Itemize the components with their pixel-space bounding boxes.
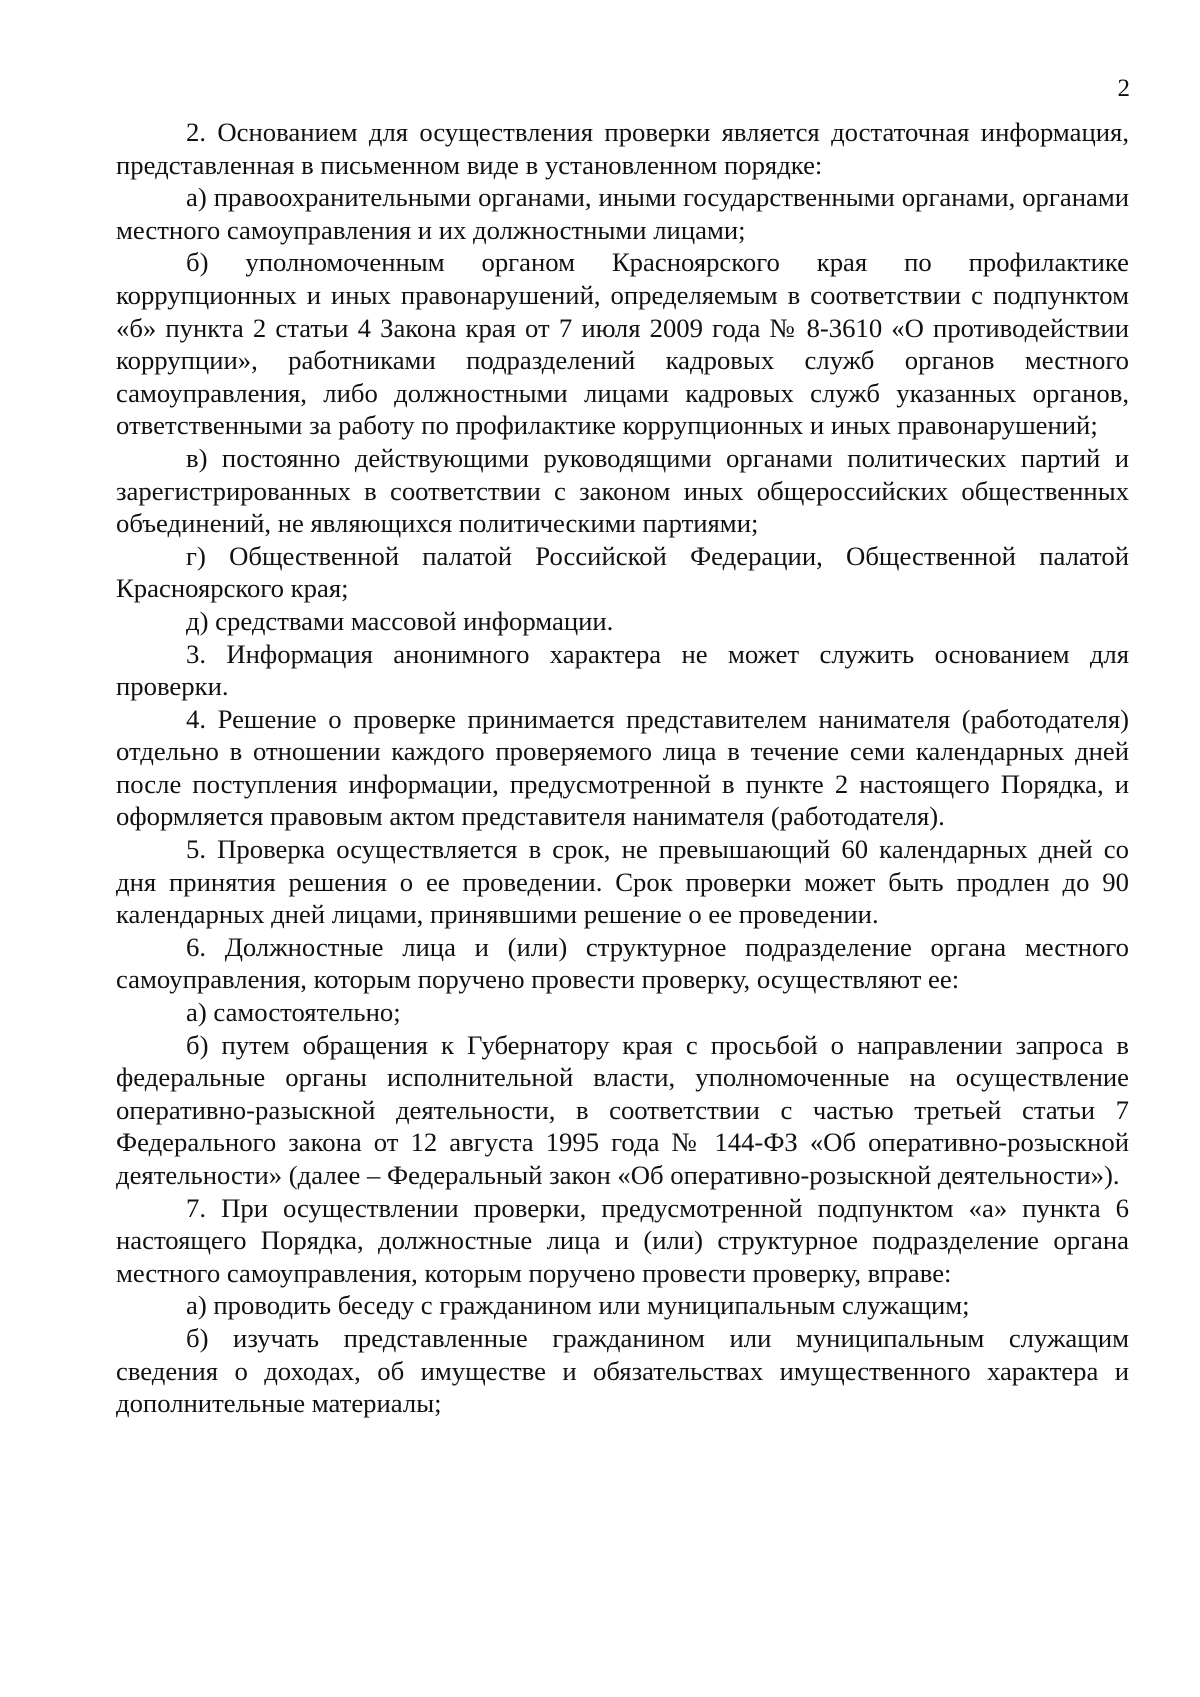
paragraph-2g: г) Общественной палатой Российской Федерации, Общественной палатой Красноярского края; <box>116 540 1129 604</box>
paragraph-7: 7. При осуществлении проверки, предусмотренной подпунктом «а» пункта 6 настоящего Порядка, должностные лица и (или) структурное подразделение органа местного самоуправления, которым поручено провести проверку, вправе: <box>116 1192 1129 1288</box>
paragraph-7a: а) проводить беседу с гражданином или муниципальным служащим; <box>186 1290 970 1321</box>
document-body <box>116 116 1129 1420</box>
paragraph-2-basis: 2. Основанием для осуществления проверки является достаточная информация, представленная в письменном виде в установленном порядке: <box>116 117 1129 180</box>
paragraph-4: 4. Решение о проверке принимается представителем нанимателя (работодателя) отдельно в отношении каждого проверяемого лица в течение семи календарных дней после поступления информации, предусмотренной в пункте 2 настоящего Порядка, и оформляется правовым актом представителя нанимателя (работодателя). <box>116 703 1129 832</box>
paragraph-3: 3. Информация анонимного характера не может служить основанием для проверки. <box>116 638 1129 702</box>
paragraph-6: 6. Должностные лица и (или) структурное подразделение органа местного самоуправления, которым поручено провести проверку, осуществляют ее: <box>116 931 1129 995</box>
paragraph-2b: б) уполномоченным органом Красноярского края по профилактике коррупционных и иных правонарушений, определяемым в соответствии с подпунктом «б» пункта 2 статьи 4 Закона края от 7 июля 2009 года № 8-3610 «О противодействии коррупции», работниками подразделений кадровых служб органов местного самоуправления, либо должностными лицами кадровых служб указанных органов, ответственными за работу по профилактике коррупционных и иных правонарушений; <box>116 247 1129 441</box>
paragraph-6a: а) самостоятельно; <box>186 997 401 1028</box>
paragraph-6b: б) путем обращения к Губернатору края с просьбой о направлении запроса в федеральные органы исполнительной власти, уполномоченные на осуществление оперативно-разыскной деятельности, в соответствии с частью третьей статьи 7 Федерального закона от 12 августа 1995 года № 144-ФЗ «Об оперативно-розыскной деятельности» (далее – Федеральный закон «Об оперативно-розыскной деятельности»). <box>116 1029 1129 1190</box>
paragraph-2a: а) правоохранительными органами, иными государственными органами, органами местного самоуправления и их должностными лицами; <box>116 182 1129 245</box>
paragraph-7b: б) изучать представленные гражданином или муниципальным служащим сведения о доходах, об имуществе и обязательствах имущественного характера и дополнительные материалы; <box>116 1322 1129 1419</box>
page-number: 2 <box>1117 75 1130 102</box>
paragraph-2d: д) средствами массовой информации. <box>186 605 614 636</box>
paragraph-2v: в) постоянно действующими руководящими органами политических партий и зарегистрированных в соответствии с законом иных общероссийских общественных объединений, не являющихся политическими партиями; <box>116 442 1129 539</box>
paragraph-5: 5. Проверка осуществляется в срок, не превышающий 60 календарных дней со дня принятия решения о ее проведении. Срок проверки может быть продлен до 90 календарных дней лицами, принявшими решение о ее проведении. <box>116 834 1129 930</box>
